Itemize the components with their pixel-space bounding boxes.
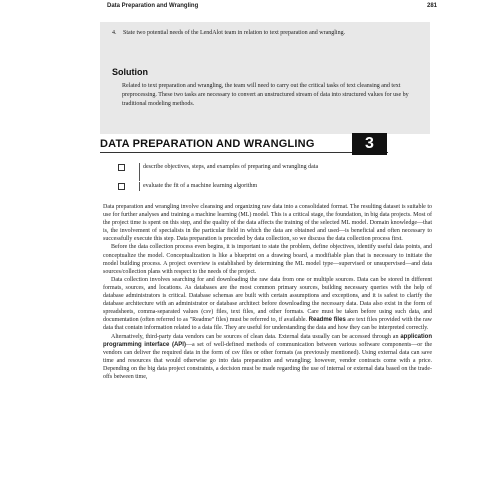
question-text: State two potential needs of the LendAlot team in relation to text preparation and wrangling. bbox=[123, 30, 346, 36]
body-paragraph: Before the data collection process even begins, it is important to state the problem, define objectives, identify useful data points, and conceptualize the model. Conceptualization is like a blueprint on a drawing board, a modifiable plan that is necessary to initiate the model building process. A project overview is established by determining the ML model type—supervised or unsupervised—and data sources/collection plans with respect to the needs of the project. bbox=[103, 244, 432, 275]
objective-checkbox[interactable] bbox=[118, 183, 125, 190]
objective-checkbox[interactable] bbox=[118, 164, 125, 171]
chapter-rule bbox=[100, 152, 388, 153]
paragraph-text: —a set of well-defined methods of communication between various software components—or the vendors can deliver the required data in the form of csv files or other formats (as previously mentioned). Using external data can save time and resources that would otherwise go into data preparation and wrangling; however, vendor contracts come with a price. Depending on the big data project constraints, a decision must be made regarding the use of internal or external data based on the trade-offs between time, bbox=[103, 341, 433, 380]
running-header-title: Data Preparation and Wrangling bbox=[107, 3, 199, 9]
keyword-readme-files: Readme files bbox=[308, 317, 346, 324]
objective-divider bbox=[139, 182, 140, 191]
paragraph-text: are text files provided with the raw data that contain information related to a data file. They are useful for understanding the data and how they can be interpreted correctly. bbox=[103, 317, 432, 332]
solution-heading: Solution bbox=[112, 67, 148, 77]
objective-text: describe objectives, steps, and examples of preparing and wrangling data bbox=[143, 164, 319, 170]
running-header bbox=[107, 3, 437, 13]
body-paragraph bbox=[103, 333, 432, 382]
body-text bbox=[103, 203, 432, 381]
paragraph-text: Alternatively, third-party data vendors can be sources of clean data. External data usually can be accessed through an bbox=[111, 333, 401, 340]
keyword-api: application programming interface (API) bbox=[103, 333, 432, 348]
objective-text: evaluate the fit of a machine learning algorithm bbox=[143, 183, 258, 189]
body-paragraph: Data preparation and wrangling involve cleansing and organizing raw data into a consolidated format. The resulting dataset is suitable to use for further analyses and training a machine learning (ML) model. This is a critical stage, the foundation, in big data projects. Most of the project time is spent on this step, and the quality of the data affects the training of the selected ML model. Domain knowledge—that is, the involvement of specialists in the particular field in which the data are obtained and used—is beneficial and often necessary to successfully execute this step. Data preparation is preceded by data collection, so we discuss the data collection process first. bbox=[103, 204, 432, 243]
solution-text: Related to text preparation and wrangling, the team will need to carry out the critical tasks of text cleansing and text preprocessing. These two tasks are necessary to convert an unstructured stream of data into structured values for use by traditional modeling methods. bbox=[122, 83, 409, 107]
chapter-heading bbox=[100, 132, 388, 154]
chapter-title: DATA PREPARATION AND WRANGLING bbox=[100, 138, 315, 150]
question-number: 4. bbox=[112, 30, 117, 36]
objective-divider bbox=[139, 163, 140, 181]
paragraph-text: Data collection involves searching for and downloading the raw data from one or multiple sources. Data can be stored in different formats, sources, and locations. As databases are the most common primary sources, building necessary queries with the help of database administrators is critical. Database schemas are built with certain assumptions and exceptions, and it is safest to clarify the database architecture with an administrator or database architect before downloading the necessary data. Data also exist in the form of spreadsheets, comma-separated values (csv) files, text files, and other formats. Care must be taken before using such data, and documentation (often referred to as "Readme" files) must be referred to, if available. bbox=[103, 276, 432, 324]
body-paragraph bbox=[103, 276, 432, 333]
exercise-box bbox=[100, 22, 430, 134]
page-number: 281 bbox=[426, 3, 437, 9]
chapter-number-badge: 3 bbox=[352, 133, 387, 155]
